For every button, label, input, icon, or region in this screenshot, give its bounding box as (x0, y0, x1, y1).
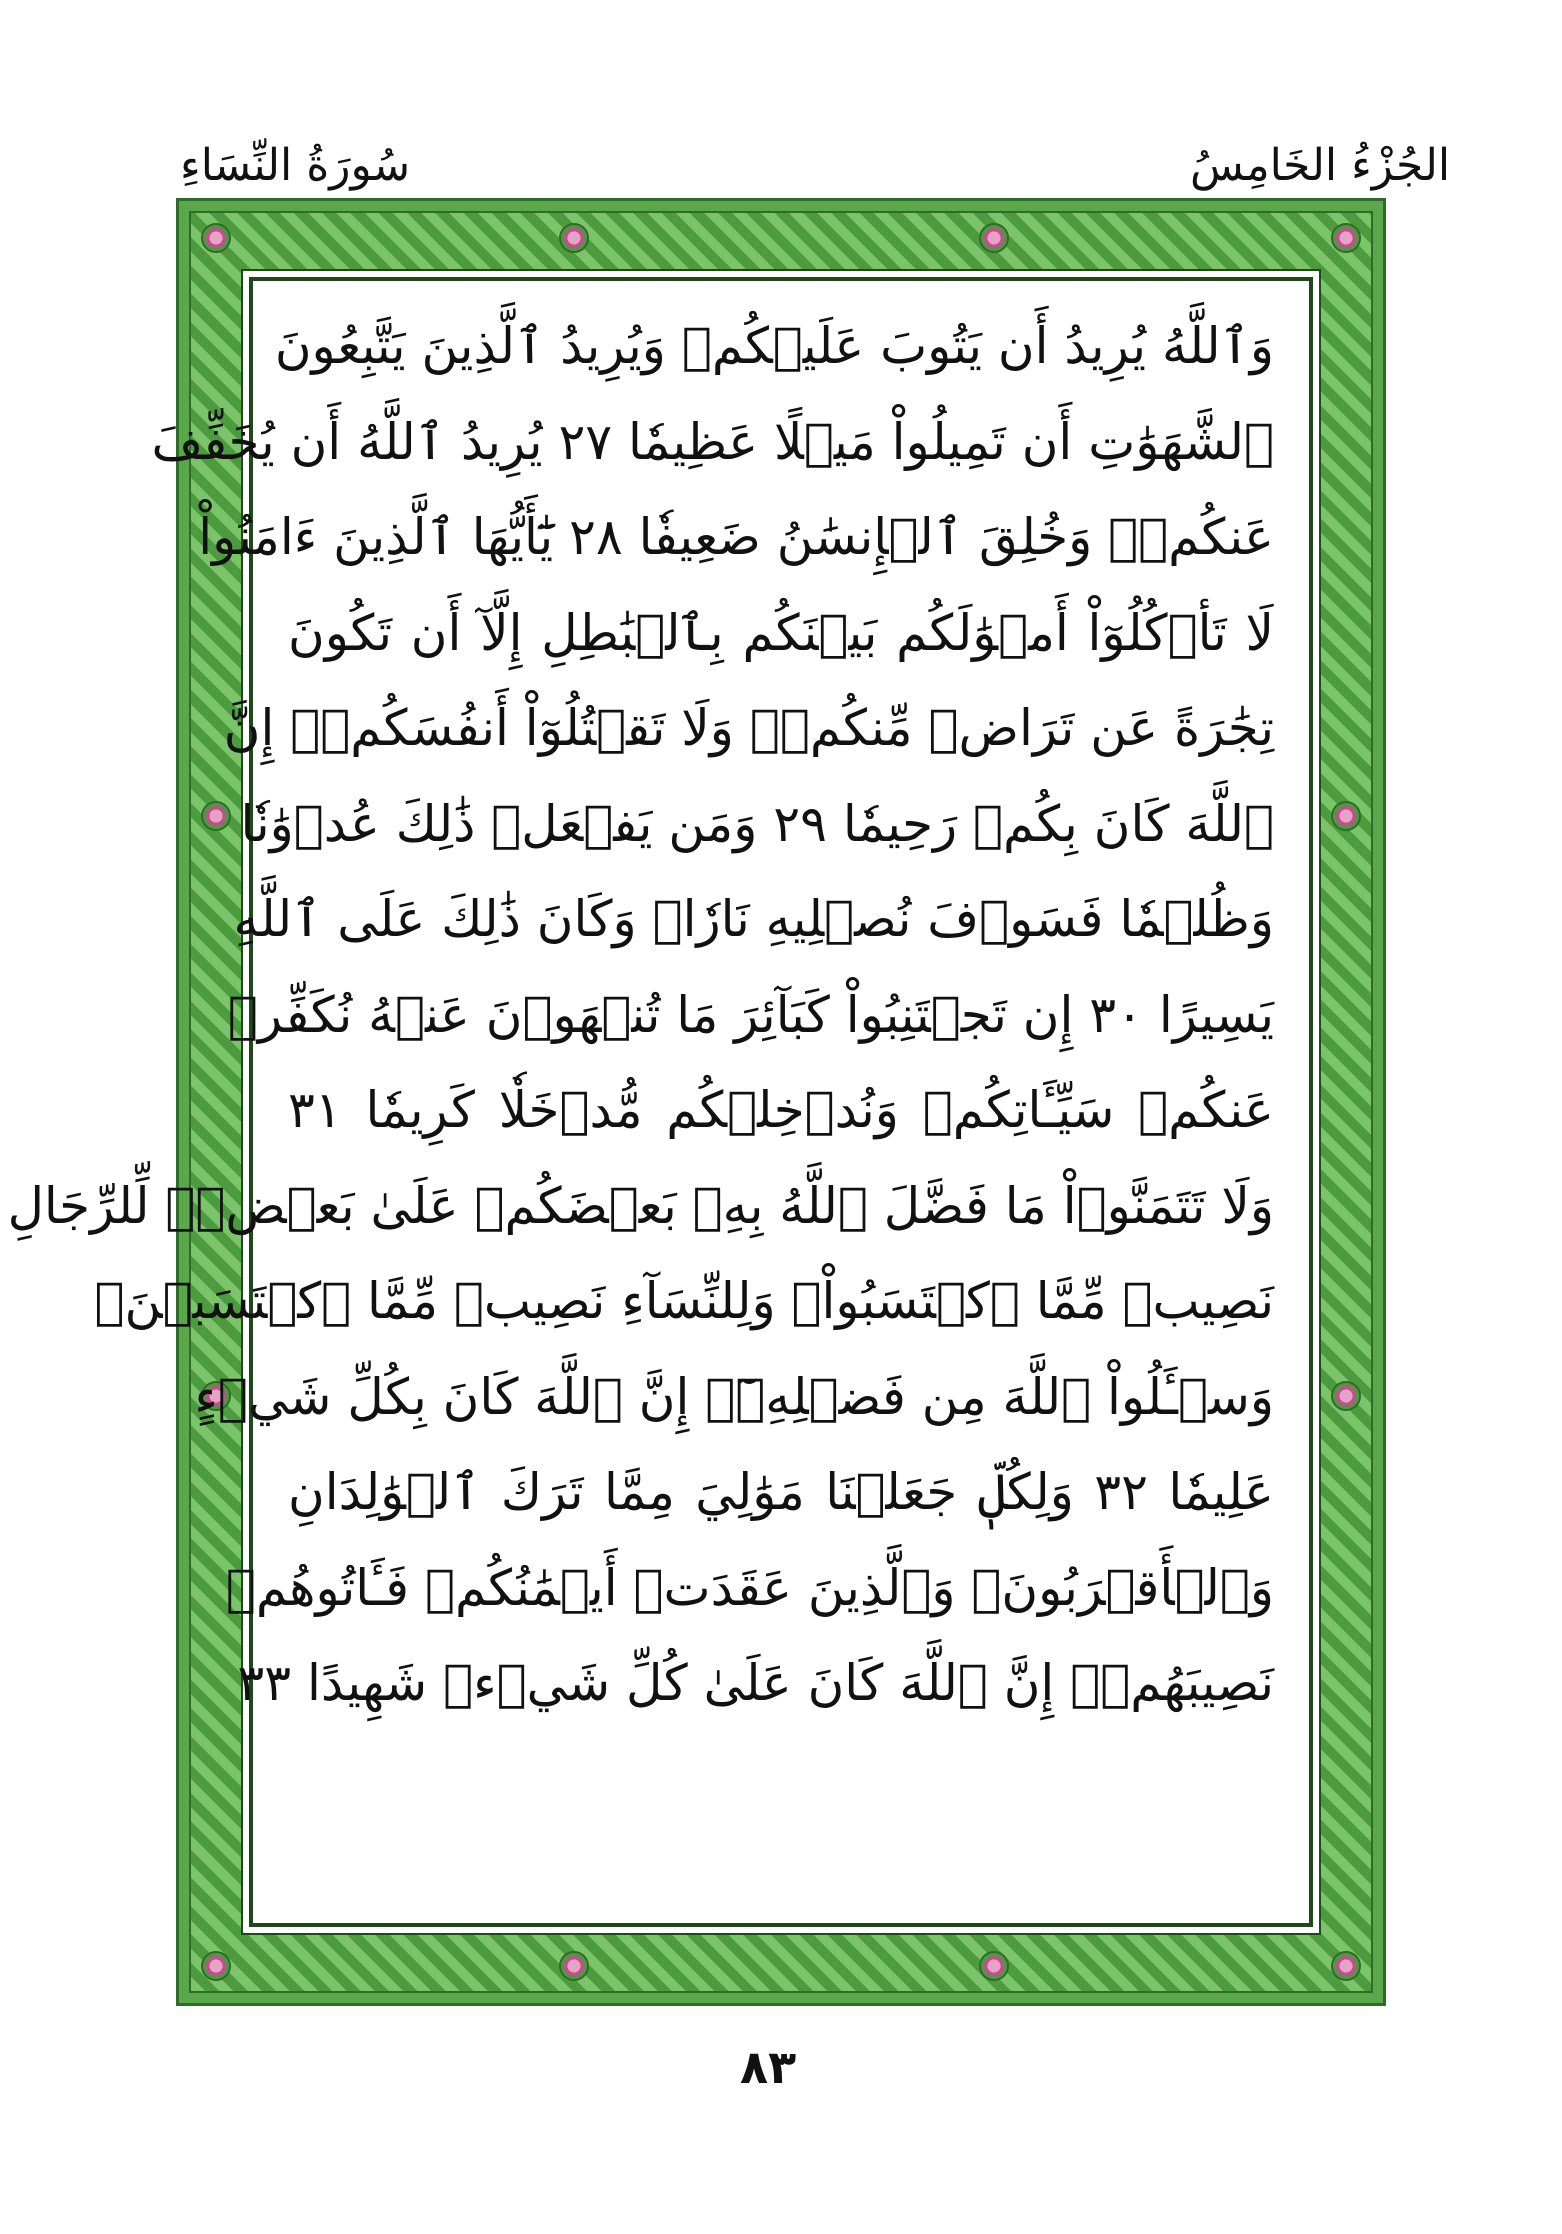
text-line: وَظُلۡمٗا فَسَوۡفَ نُصۡلِيهِ نَارٗاۚ وَكَانَ ذَٰلِكَ عَلَى ٱللَّهِ (233, 890, 1274, 948)
page-number: ٨٣ (740, 2040, 797, 2094)
surah-header: سُورَةُ النِّسَاءِ (180, 140, 411, 191)
border-ornament-icon (979, 223, 1009, 253)
text-line: وَٱلۡأَقۡرَبُونَۚ وَٱلَّذِينَ عَقَدَتۡ أَيۡمَٰنُكُمۡ فَـَٔاتُوهُمۡ (225, 1558, 1274, 1617)
text-line: عَنكُمۡۚ وَخُلِقَ ٱلۡإِنسَٰنُ ضَعِيفٗا ٢٨ يَٰٓأَيُّهَا ٱلَّذِينَ ءَامَنُواْ (198, 508, 1274, 566)
text-line: وَٱللَّهُ يُرِيدُ أَن يَتُوبَ عَلَيۡكُمۡ وَيُرِيدُ ٱلَّذِينَ يَتَّبِعُونَ (274, 317, 1274, 375)
border-ornament-icon (201, 801, 231, 831)
border-ornament-icon (559, 1951, 589, 1981)
text-line: عَلِيمٗا ٣٢ وَلِكُلّٖ جَعَلۡنَا مَوَٰلِيَ مِمَّا تَرَكَ ٱلۡوَٰلِدَانِ (288, 1463, 1274, 1521)
text-line: ٱللَّهَ كَانَ بِكُمۡ رَحِيمٗا ٢٩ وَمَن يَفۡعَلۡ ذَٰلِكَ عُدۡوَٰنٗا (240, 794, 1274, 853)
corner-ornament-icon (201, 223, 231, 253)
border-ornament-icon (979, 1951, 1009, 1981)
border-ornament-icon (1331, 1381, 1361, 1411)
quran-text (7, 299, 1274, 1905)
text-line: نَصِيبَهُمۡۚ إِنَّ ٱللَّهَ كَانَ عَلَىٰ كُلِّ شَيۡءٖ شَهِيدًا ٣٣ (237, 1654, 1274, 1712)
text-line: ٱلشَّهَوَٰتِ أَن تَمِيلُواْ مَيۡلًا عَظِيمٗا ٢٧ يُرِيدُ ٱللَّهُ أَن يُخَفِّفَ (151, 412, 1274, 471)
border-ornament-icon (559, 223, 589, 253)
text-line: وَلَا تَتَمَنَّوۡاْ مَا فَضَّلَ ٱللَّهُ بِهِۦ بَعۡضَكُمۡ عَلَىٰ بَعۡضٖۚ لِّلرِّجَالِ (7, 1176, 1274, 1235)
ornamental-frame (7, 198, 1386, 2006)
text-line: نَصِيبٞ مِّمَّا ٱكۡتَسَبُواْۖ وَلِلنِّسَآءِ نَصِيبٞ مِّمَّا ٱكۡتَسَبۡنَۚ (94, 1272, 1274, 1330)
corner-ornament-icon (201, 1951, 231, 1981)
text-line: عَنكُمۡ سَيِّـَٔاتِكُمۡ وَنُدۡخِلۡكُم مُّدۡخَلٗا كَرِيمٗا ٣١ (288, 1081, 1274, 1139)
text-line: لَا تَأۡكُلُوٓاْ أَمۡوَٰلَكُم بَيۡنَكُم بِٱلۡبَٰطِلِ إِلَّآ أَن تَكُونَ (288, 603, 1274, 662)
juz-header: الجُزْءُ الخَامِسُ (1190, 140, 1451, 191)
text-line: يَسِيرًا ٣٠ إِن تَجۡتَنِبُواْ كَبَآئِرَ مَا تُنۡهَوۡنَ عَنۡهُ نُكَفِّرۡ (227, 985, 1274, 1044)
text-line: وَسۡـَٔلُواْ ٱللَّهَ مِن فَضۡلِهِۦٓۚ إِنَّ ٱللَّهَ كَانَ بِكُلِّ شَيۡءٍ (194, 1367, 1274, 1426)
text-line: تِجَٰرَةً عَن تَرَاضٖ مِّنكُمۡۚ وَلَا تَقۡتُلُوٓاْ أَنفُسَكُمۡۚ إِنَّ (223, 699, 1274, 757)
corner-ornament-icon (1331, 223, 1361, 253)
corner-ornament-icon (1331, 1951, 1361, 1981)
text-panel (7, 277, 1313, 1927)
border-ornament-icon (1331, 801, 1361, 831)
